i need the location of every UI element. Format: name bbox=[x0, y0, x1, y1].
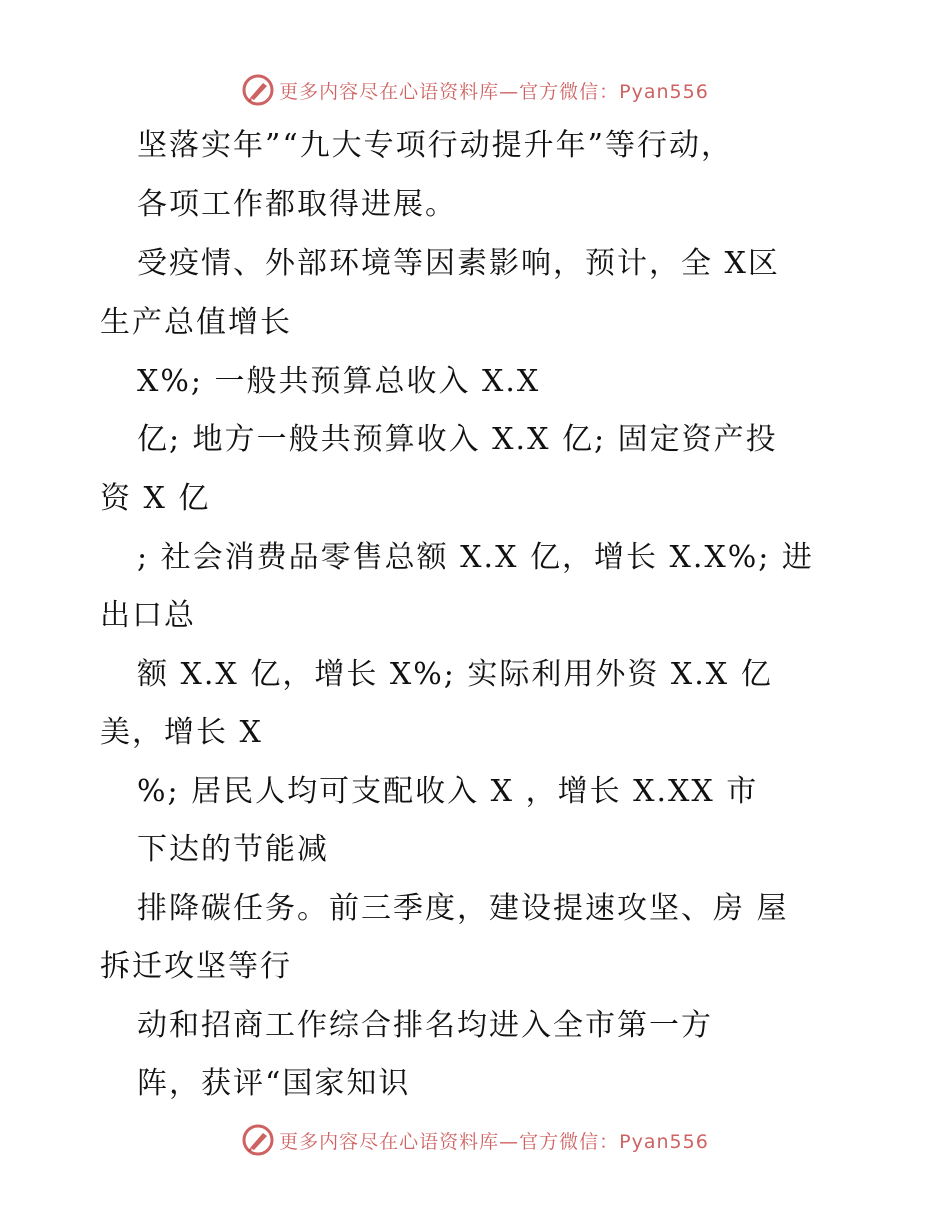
body-line-1: 坚落实年”“九大专项行动提升年”等行动， bbox=[137, 128, 734, 163]
header-watermark-text: 更多内容尽在心语资料库—官方微信：Pyan556 bbox=[279, 80, 709, 103]
footer-watermark-banner bbox=[0, 1120, 950, 1160]
body-line-3: 受疫情、外部环境等因素影响，预计，全 X区 bbox=[137, 246, 780, 281]
pen-logo-icon bbox=[241, 73, 275, 107]
body-line-14: 排降碳任务。前三季度，建设提速攻坚、房 屋 bbox=[137, 891, 789, 926]
body-line-7: 资 X 亿 bbox=[100, 481, 211, 516]
body-line-9: 出口总 bbox=[100, 598, 196, 633]
body-line-17: 阵，获评“国家知识 bbox=[137, 1066, 411, 1101]
body-line-16: 动和招商工作综合排名均进入全市第一方 bbox=[137, 1008, 713, 1043]
body-line-12: %; 居民人均可支配收入 X ，增长 X.XX 市 bbox=[137, 774, 759, 809]
body-line-6: 亿; 地方一般共预算收入 X.X 亿; 固定资产投 bbox=[137, 422, 778, 457]
footer-watermark-text: 更多内容尽在心语资料库—官方微信：Pyan556 bbox=[279, 1130, 709, 1153]
body-line-11: 美，增长 X bbox=[100, 715, 263, 750]
body-line-8: ; 社会消费品零售总额 X.X 亿，增长 X.X%; 进 bbox=[137, 540, 814, 575]
body-line-10: 额 X.X 亿，增长 X%; 实际利用外资 X.X 亿 bbox=[137, 657, 773, 692]
body-line-4: 生产总值增长 bbox=[100, 305, 292, 340]
body-line-2: 各项工作都取得进展。 bbox=[137, 187, 457, 222]
body-line-15: 拆迁攻坚等行 bbox=[100, 949, 292, 984]
body-line-5: X%; 一般共预算总收入 X.X bbox=[137, 364, 541, 399]
header-watermark-banner bbox=[0, 70, 950, 110]
pen-logo-icon bbox=[241, 1123, 275, 1157]
body-line-13: 下达的节能减 bbox=[137, 832, 329, 867]
